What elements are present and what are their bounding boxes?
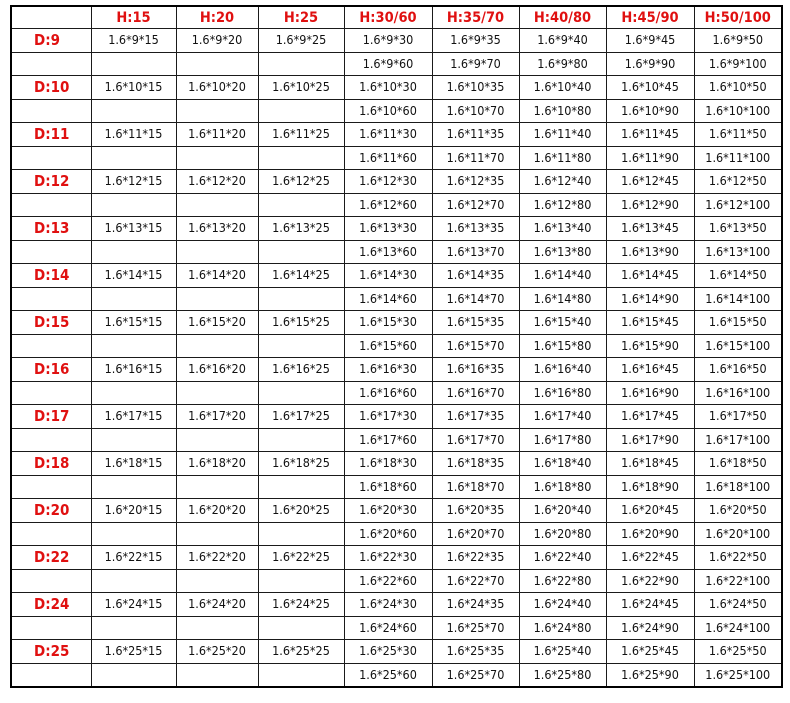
size-cell (258, 287, 344, 311)
size-cell: 1.6*20*100 (694, 522, 782, 546)
column-header: H:25 (258, 6, 344, 29)
size-cell: 1.6*10*25 (258, 76, 344, 100)
size-cell: 1.6*10*90 (606, 99, 694, 123)
table-row (11, 146, 782, 170)
size-cell: 1.6*16*45 (606, 358, 694, 382)
size-cell: 1.6*22*100 (694, 569, 782, 593)
size-cell: 1.6*15*70 (432, 334, 519, 358)
size-cell: 1.6*12*90 (606, 193, 694, 217)
size-cell (176, 428, 258, 452)
row-label-diameter: D:13 (11, 217, 91, 241)
size-cell: 1.6*25*45 (606, 640, 694, 664)
row-label-diameter: D:10 (11, 76, 91, 100)
size-cell: 1.6*9*100 (694, 52, 782, 76)
size-cell (91, 569, 176, 593)
size-cell (91, 616, 176, 640)
size-cell: 1.6*10*30 (344, 76, 432, 100)
row-label-diameter: D:11 (11, 123, 91, 147)
size-cell (176, 522, 258, 546)
size-cell: 1.6*10*15 (91, 76, 176, 100)
table-row (11, 240, 782, 264)
size-cell (258, 52, 344, 76)
size-cell: 1.6*13*50 (694, 217, 782, 241)
size-cell: 1.6*11*20 (176, 123, 258, 147)
size-cell (258, 334, 344, 358)
size-cell: 1.6*10*40 (519, 76, 606, 100)
size-cell: 1.6*18*60 (344, 475, 432, 499)
size-cell: 1.6*25*15 (91, 640, 176, 664)
table-row (11, 593, 782, 617)
size-cell (91, 287, 176, 311)
size-cell: 1.6*9*70 (432, 52, 519, 76)
size-cell: 1.6*22*20 (176, 546, 258, 570)
size-cell: 1.6*11*90 (606, 146, 694, 170)
size-cell: 1.6*18*80 (519, 475, 606, 499)
size-cell: 1.6*9*15 (91, 29, 176, 53)
row-label-diameter: D:18 (11, 452, 91, 476)
size-cell: 1.6*18*90 (606, 475, 694, 499)
size-cell (176, 616, 258, 640)
size-cell: 1.6*16*30 (344, 358, 432, 382)
size-cell: 1.6*25*70 (432, 663, 519, 687)
size-cell: 1.6*9*40 (519, 29, 606, 53)
size-cell (91, 193, 176, 217)
size-cell (91, 475, 176, 499)
size-cell (258, 616, 344, 640)
size-cell (91, 240, 176, 264)
table-row (11, 381, 782, 405)
column-header: H:35/70 (432, 6, 519, 29)
size-cell: 1.6*10*50 (694, 76, 782, 100)
size-cell: 1.6*25*70 (432, 616, 519, 640)
size-cell: 1.6*20*60 (344, 522, 432, 546)
row-label-blank (11, 522, 91, 546)
size-cell: 1.6*22*25 (258, 546, 344, 570)
size-cell: 1.6*17*35 (432, 405, 519, 429)
size-cell: 1.6*20*15 (91, 499, 176, 523)
size-cell: 1.6*15*15 (91, 311, 176, 335)
size-cell (176, 569, 258, 593)
size-cell: 1.6*9*35 (432, 29, 519, 53)
row-label-diameter: D:12 (11, 170, 91, 194)
size-cell: 1.6*13*45 (606, 217, 694, 241)
size-cell (176, 193, 258, 217)
size-cell: 1.6*25*40 (519, 640, 606, 664)
size-cell: 1.6*16*35 (432, 358, 519, 382)
size-cell: 1.6*13*15 (91, 217, 176, 241)
size-cell: 1.6*11*40 (519, 123, 606, 147)
size-cell: 1.6*24*50 (694, 593, 782, 617)
size-cell: 1.6*12*80 (519, 193, 606, 217)
row-label-diameter: D:20 (11, 499, 91, 523)
row-label-diameter: D:14 (11, 264, 91, 288)
size-cell (176, 52, 258, 76)
size-cell: 1.6*18*35 (432, 452, 519, 476)
size-cell: 1.6*22*90 (606, 569, 694, 593)
size-cell: 1.6*12*15 (91, 170, 176, 194)
size-cell: 1.6*20*50 (694, 499, 782, 523)
size-cell: 1.6*14*25 (258, 264, 344, 288)
size-cell: 1.6*12*30 (344, 170, 432, 194)
size-cell: 1.6*14*70 (432, 287, 519, 311)
size-cell: 1.6*24*45 (606, 593, 694, 617)
size-cell: 1.6*25*100 (694, 663, 782, 687)
table-row (11, 217, 782, 241)
size-cell: 1.6*22*80 (519, 569, 606, 593)
table-row (11, 287, 782, 311)
size-cell: 1.6*25*25 (258, 640, 344, 664)
row-label-blank (11, 381, 91, 405)
size-cell: 1.6*15*35 (432, 311, 519, 335)
column-header: H:40/80 (519, 6, 606, 29)
table-row (11, 499, 782, 523)
size-cell: 1.6*18*25 (258, 452, 344, 476)
row-label-diameter: D:25 (11, 640, 91, 664)
size-cell: 1.6*14*15 (91, 264, 176, 288)
size-cell (91, 663, 176, 687)
size-cell (91, 381, 176, 405)
table-row (11, 358, 782, 382)
size-cell: 1.6*11*60 (344, 146, 432, 170)
table-row (11, 663, 782, 687)
table-row (11, 640, 782, 664)
table-row (11, 52, 782, 76)
size-cell: 1.6*17*80 (519, 428, 606, 452)
size-cell: 1.6*16*25 (258, 358, 344, 382)
size-cell: 1.6*24*20 (176, 593, 258, 617)
table-row (11, 170, 782, 194)
size-cell: 1.6*18*40 (519, 452, 606, 476)
size-cell: 1.6*17*40 (519, 405, 606, 429)
column-header: H:15 (91, 6, 176, 29)
size-cell: 1.6*13*40 (519, 217, 606, 241)
size-cell: 1.6*20*25 (258, 499, 344, 523)
row-label-diameter: D:9 (11, 29, 91, 53)
size-cell: 1.6*25*50 (694, 640, 782, 664)
table-row (11, 334, 782, 358)
row-label-blank (11, 193, 91, 217)
size-cell: 1.6*16*90 (606, 381, 694, 405)
size-cell: 1.6*18*100 (694, 475, 782, 499)
size-cell: 1.6*13*90 (606, 240, 694, 264)
row-label-blank (11, 240, 91, 264)
size-cell: 1.6*22*50 (694, 546, 782, 570)
size-cell: 1.6*25*20 (176, 640, 258, 664)
size-cell: 1.6*25*80 (519, 663, 606, 687)
size-cell: 1.6*9*60 (344, 52, 432, 76)
size-cell: 1.6*20*20 (176, 499, 258, 523)
table-row (11, 428, 782, 452)
table-body (11, 29, 782, 688)
size-cell (176, 381, 258, 405)
size-cell (176, 663, 258, 687)
size-cell: 1.6*24*30 (344, 593, 432, 617)
size-cell: 1.6*11*50 (694, 123, 782, 147)
size-cell: 1.6*14*30 (344, 264, 432, 288)
size-cell: 1.6*15*80 (519, 334, 606, 358)
size-cell: 1.6*20*40 (519, 499, 606, 523)
size-cell: 1.6*11*70 (432, 146, 519, 170)
row-label-blank (11, 616, 91, 640)
size-cell: 1.6*14*40 (519, 264, 606, 288)
size-cell: 1.6*24*15 (91, 593, 176, 617)
size-cell: 1.6*24*40 (519, 593, 606, 617)
size-cell: 1.6*22*40 (519, 546, 606, 570)
size-cell (176, 334, 258, 358)
size-cell: 1.6*16*80 (519, 381, 606, 405)
row-label-blank (11, 475, 91, 499)
size-cell: 1.6*11*35 (432, 123, 519, 147)
size-cell (258, 240, 344, 264)
size-cell: 1.6*17*25 (258, 405, 344, 429)
size-cell: 1.6*17*45 (606, 405, 694, 429)
size-cell: 1.6*18*30 (344, 452, 432, 476)
row-label-diameter: D:22 (11, 546, 91, 570)
size-cell: 1.6*10*80 (519, 99, 606, 123)
size-cell: 1.6*9*80 (519, 52, 606, 76)
size-cell: 1.6*10*20 (176, 76, 258, 100)
size-cell: 1.6*15*100 (694, 334, 782, 358)
size-cell: 1.6*12*100 (694, 193, 782, 217)
size-cell: 1.6*15*25 (258, 311, 344, 335)
size-cell: 1.6*13*60 (344, 240, 432, 264)
row-label-diameter: D:17 (11, 405, 91, 429)
size-cell: 1.6*12*20 (176, 170, 258, 194)
size-cell (258, 569, 344, 593)
size-cell: 1.6*11*80 (519, 146, 606, 170)
size-cell: 1.6*14*35 (432, 264, 519, 288)
row-label-blank (11, 287, 91, 311)
table-row (11, 99, 782, 123)
size-cell: 1.6*17*30 (344, 405, 432, 429)
size-cell: 1.6*12*35 (432, 170, 519, 194)
size-cell: 1.6*12*25 (258, 170, 344, 194)
size-cell: 1.6*22*70 (432, 569, 519, 593)
size-cell: 1.6*12*50 (694, 170, 782, 194)
size-cell (91, 522, 176, 546)
table-row (11, 311, 782, 335)
size-cell: 1.6*17*90 (606, 428, 694, 452)
size-cell (258, 522, 344, 546)
size-cell: 1.6*20*35 (432, 499, 519, 523)
row-label-blank (11, 52, 91, 76)
size-cell: 1.6*10*45 (606, 76, 694, 100)
size-cell: 1.6*15*45 (606, 311, 694, 335)
size-cell: 1.6*10*60 (344, 99, 432, 123)
size-cell: 1.6*15*20 (176, 311, 258, 335)
column-header: H:45/90 (606, 6, 694, 29)
size-cell: 1.6*9*30 (344, 29, 432, 53)
size-cell: 1.6*15*50 (694, 311, 782, 335)
size-cell: 1.6*20*70 (432, 522, 519, 546)
size-cell: 1.6*16*100 (694, 381, 782, 405)
size-cell: 1.6*20*80 (519, 522, 606, 546)
size-cell: 1.6*22*35 (432, 546, 519, 570)
size-cell: 1.6*15*30 (344, 311, 432, 335)
size-cell: 1.6*14*100 (694, 287, 782, 311)
size-cell: 1.6*17*50 (694, 405, 782, 429)
size-cell: 1.6*9*45 (606, 29, 694, 53)
size-cell (91, 334, 176, 358)
size-cell: 1.6*17*15 (91, 405, 176, 429)
size-cell: 1.6*16*70 (432, 381, 519, 405)
size-cell: 1.6*10*70 (432, 99, 519, 123)
size-cell (91, 99, 176, 123)
column-header: H:30/60 (344, 6, 432, 29)
table-row (11, 546, 782, 570)
row-label-blank (11, 334, 91, 358)
size-cell: 1.6*11*25 (258, 123, 344, 147)
size-cell: 1.6*13*80 (519, 240, 606, 264)
size-cell: 1.6*16*50 (694, 358, 782, 382)
size-cell (258, 146, 344, 170)
size-cell (258, 381, 344, 405)
size-cell: 1.6*10*35 (432, 76, 519, 100)
size-cell: 1.6*12*45 (606, 170, 694, 194)
row-label-blank (11, 99, 91, 123)
size-cell: 1.6*13*100 (694, 240, 782, 264)
size-cell: 1.6*15*60 (344, 334, 432, 358)
size-cell: 1.6*24*35 (432, 593, 519, 617)
row-label-diameter: D:15 (11, 311, 91, 335)
row-label-blank (11, 663, 91, 687)
size-cell: 1.6*14*60 (344, 287, 432, 311)
size-cell (176, 240, 258, 264)
size-cell: 1.6*18*45 (606, 452, 694, 476)
size-cell (176, 146, 258, 170)
row-label-blank (11, 428, 91, 452)
table-row (11, 76, 782, 100)
size-cell: 1.6*14*45 (606, 264, 694, 288)
size-cell: 1.6*13*30 (344, 217, 432, 241)
size-cell: 1.6*14*90 (606, 287, 694, 311)
size-cell: 1.6*18*20 (176, 452, 258, 476)
size-cell: 1.6*16*20 (176, 358, 258, 382)
size-cell: 1.6*18*70 (432, 475, 519, 499)
header-row (11, 6, 782, 29)
size-cell: 1.6*9*90 (606, 52, 694, 76)
size-cell: 1.6*24*100 (694, 616, 782, 640)
table-row (11, 522, 782, 546)
size-cell: 1.6*24*25 (258, 593, 344, 617)
size-cell (258, 475, 344, 499)
size-cell: 1.6*22*15 (91, 546, 176, 570)
table-row (11, 29, 782, 53)
row-label-diameter: D:24 (11, 593, 91, 617)
size-cell (258, 99, 344, 123)
table-row (11, 569, 782, 593)
column-header: H:50/100 (694, 6, 782, 29)
row-label-blank (11, 146, 91, 170)
table-row (11, 123, 782, 147)
size-cell: 1.6*16*60 (344, 381, 432, 405)
size-cell: 1.6*22*45 (606, 546, 694, 570)
size-cell: 1.6*24*90 (606, 616, 694, 640)
size-cell: 1.6*12*40 (519, 170, 606, 194)
size-cell: 1.6*11*45 (606, 123, 694, 147)
size-cell: 1.6*12*60 (344, 193, 432, 217)
size-cell: 1.6*13*25 (258, 217, 344, 241)
size-cell: 1.6*16*40 (519, 358, 606, 382)
size-cell: 1.6*17*100 (694, 428, 782, 452)
size-cell: 1.6*14*50 (694, 264, 782, 288)
size-cell (176, 475, 258, 499)
size-cell: 1.6*15*40 (519, 311, 606, 335)
size-cell: 1.6*11*100 (694, 146, 782, 170)
size-cell: 1.6*12*70 (432, 193, 519, 217)
size-cell: 1.6*20*30 (344, 499, 432, 523)
table-row (11, 452, 782, 476)
table-row (11, 475, 782, 499)
row-label-blank (11, 569, 91, 593)
size-cell: 1.6*14*20 (176, 264, 258, 288)
size-cell: 1.6*18*15 (91, 452, 176, 476)
size-cell (176, 99, 258, 123)
size-table (10, 5, 783, 688)
size-cell (258, 663, 344, 687)
size-cell: 1.6*25*60 (344, 663, 432, 687)
table-row (11, 193, 782, 217)
size-cell: 1.6*9*25 (258, 29, 344, 53)
table-row (11, 405, 782, 429)
size-cell: 1.6*9*20 (176, 29, 258, 53)
corner-cell (11, 6, 91, 29)
size-cell (91, 52, 176, 76)
size-cell (91, 428, 176, 452)
size-cell: 1.6*22*30 (344, 546, 432, 570)
size-cell: 1.6*17*70 (432, 428, 519, 452)
size-cell: 1.6*13*70 (432, 240, 519, 264)
size-cell: 1.6*25*35 (432, 640, 519, 664)
size-cell: 1.6*10*100 (694, 99, 782, 123)
size-cell: 1.6*16*15 (91, 358, 176, 382)
size-cell: 1.6*17*20 (176, 405, 258, 429)
size-cell: 1.6*22*60 (344, 569, 432, 593)
size-cell: 1.6*25*30 (344, 640, 432, 664)
size-cell (176, 287, 258, 311)
row-label-diameter: D:16 (11, 358, 91, 382)
size-cell: 1.6*17*60 (344, 428, 432, 452)
size-cell: 1.6*20*45 (606, 499, 694, 523)
size-cell: 1.6*24*60 (344, 616, 432, 640)
size-cell (258, 193, 344, 217)
column-header: H:20 (176, 6, 258, 29)
size-cell: 1.6*11*30 (344, 123, 432, 147)
size-cell: 1.6*15*90 (606, 334, 694, 358)
size-cell: 1.6*9*50 (694, 29, 782, 53)
table-row (11, 264, 782, 288)
size-cell: 1.6*13*35 (432, 217, 519, 241)
size-cell: 1.6*20*90 (606, 522, 694, 546)
size-cell: 1.6*25*90 (606, 663, 694, 687)
size-cell: 1.6*24*80 (519, 616, 606, 640)
size-cell (91, 146, 176, 170)
size-cell: 1.6*13*20 (176, 217, 258, 241)
size-cell: 1.6*11*15 (91, 123, 176, 147)
size-cell: 1.6*18*50 (694, 452, 782, 476)
size-cell (258, 428, 344, 452)
table-row (11, 616, 782, 640)
size-cell: 1.6*14*80 (519, 287, 606, 311)
